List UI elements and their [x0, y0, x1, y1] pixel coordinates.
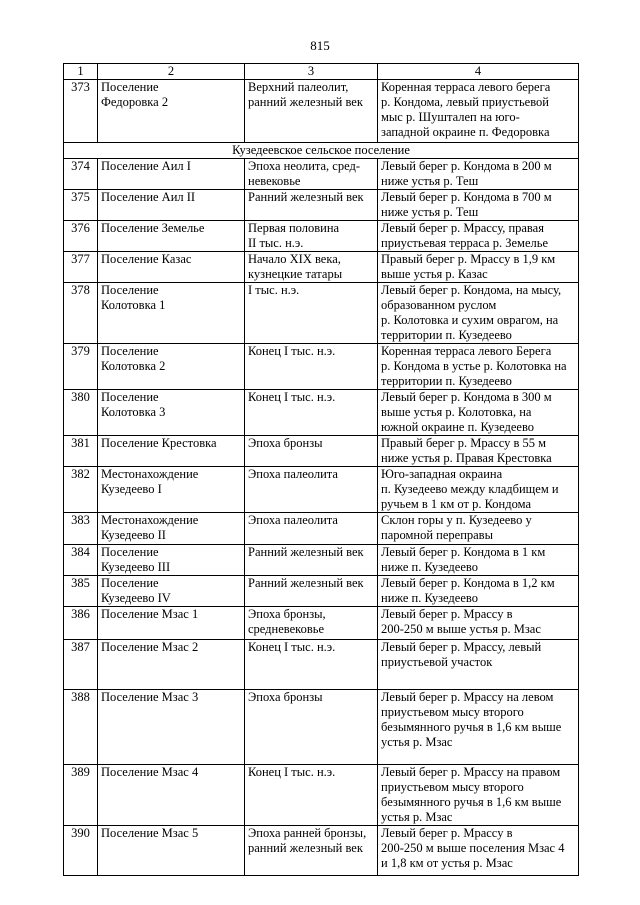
object-name-cell [98, 640, 245, 690]
name-line: Поселение Мзас 1 [101, 607, 199, 621]
location-cell [378, 826, 579, 876]
location-line: Левый берег р. Мрассу в [381, 607, 513, 621]
row-number: 385 [64, 576, 98, 607]
location-cell [378, 159, 579, 190]
row-number: 377 [64, 252, 98, 283]
period-line: Конец I тыс. н.э. [248, 640, 336, 654]
period-line: Верхний палеолит, [248, 80, 349, 94]
location-line: образованном руслом [381, 298, 497, 312]
period-line: средневековье [248, 622, 324, 636]
name-line: Колотовка 1 [101, 298, 166, 312]
row-number: 386 [64, 607, 98, 640]
location-line: ниже п. Кузедеево [381, 560, 478, 574]
table-row [64, 252, 579, 283]
dating-cell [245, 221, 378, 252]
row-number: 375 [64, 190, 98, 221]
period-line: Конец I тыс. н.э. [248, 390, 336, 404]
location-line: 200-250 м выше поселения Мзас 4 [381, 841, 565, 855]
location-line: приустьевая терраса р. Земелье [381, 236, 548, 250]
object-name-cell [98, 826, 245, 876]
row-number: 382 [64, 467, 98, 513]
page-number: 815 [310, 38, 330, 53]
column-header: 1 [64, 64, 98, 80]
object-name-cell [98, 344, 245, 390]
name-line: Кузедеево I [101, 482, 162, 496]
name-line: Поселение Мзас 4 [101, 765, 199, 779]
period-line: Начало XIX века, [248, 252, 341, 266]
period-line: Ранний железный век [248, 190, 364, 204]
name-line: Поселение Мзас 2 [101, 640, 199, 654]
location-line: ниже устья р. Теш [381, 205, 479, 219]
name-line: Поселение [101, 283, 159, 297]
row-number: 390 [64, 826, 98, 876]
location-line: Коренная терраса левого Берега [381, 344, 552, 358]
name-line: Поселение Мзас 5 [101, 826, 199, 840]
location-line: Левый берег р. Мрассу, левый [381, 640, 542, 654]
location-cell [378, 252, 579, 283]
table-row [64, 545, 579, 576]
location-line: Коренная терраса левого берега [381, 80, 551, 94]
location-line: 200-250 м выше устья р. Мзас [381, 622, 541, 636]
row-number: 381 [64, 436, 98, 467]
location-line: Юго-западная окраина [381, 467, 503, 481]
dating-cell [245, 765, 378, 826]
location-line: устья р. Мзас [381, 735, 453, 749]
table-body-top [64, 80, 579, 143]
object-name-cell [98, 390, 245, 436]
table-row [64, 576, 579, 607]
row-number: 374 [64, 159, 98, 190]
object-name-cell [98, 545, 245, 576]
object-name-cell [98, 80, 245, 143]
location-line: ниже устья р. Теш [381, 174, 479, 188]
location-cell [378, 436, 579, 467]
location-line: устья р. Мзас [381, 810, 453, 824]
location-line: Склон горы у п. Кузедеево у [381, 513, 532, 527]
object-name-cell [98, 436, 245, 467]
object-name-cell [98, 159, 245, 190]
name-line: Кузедеево IV [101, 591, 171, 605]
location-line: безымянного ручья в 1,6 км выше [381, 795, 562, 809]
period-line: Эпоха бронзы [248, 436, 323, 450]
row-number: 373 [64, 80, 98, 143]
row-number: 378 [64, 283, 98, 344]
row-number: 384 [64, 545, 98, 576]
location-line: Правый берег р. Мрассу в 55 м [381, 436, 547, 450]
location-line: Левый берег р. Кондома в 300 м [381, 390, 552, 404]
period-line: невековье [248, 174, 301, 188]
dating-cell [245, 513, 378, 545]
period-line: ранний железный век [248, 95, 363, 109]
name-line: Кузедеево II [101, 528, 166, 542]
location-cell [378, 221, 579, 252]
location-line: Левый берег р. Кондома в 1 км [381, 545, 546, 559]
table-row [64, 221, 579, 252]
location-line: р. Кондома, левый приустьевой [381, 95, 549, 109]
location-line: Левый берег р. Кондома в 200 м [381, 159, 552, 173]
table-row [64, 283, 579, 344]
location-line: выше устья р. Казас [381, 267, 488, 281]
table-row [64, 826, 579, 876]
name-line: Местонахождение [101, 467, 199, 481]
dating-cell [245, 576, 378, 607]
object-name-cell [98, 690, 245, 765]
dating-cell [245, 640, 378, 690]
location-cell [378, 513, 579, 545]
table-row [64, 190, 579, 221]
section-title: Кузедеевское сельское поселение [64, 143, 579, 159]
object-name-cell [98, 513, 245, 545]
dating-cell [245, 390, 378, 436]
location-line: ниже п. Кузедеево [381, 591, 478, 605]
period-line: Эпоха палеолита [248, 467, 338, 481]
object-name-cell [98, 576, 245, 607]
row-number: 388 [64, 690, 98, 765]
name-line: Колотовка 2 [101, 359, 166, 373]
name-line: Поселение [101, 576, 159, 590]
location-line: мыс р. Шушталеп на юго- [381, 110, 520, 124]
table-row [64, 467, 579, 513]
row-number: 389 [64, 765, 98, 826]
location-line: безымянного ручья в 1,6 км выше [381, 720, 562, 734]
dating-cell [245, 436, 378, 467]
dating-cell [245, 344, 378, 390]
period-line: Эпоха палеолита [248, 513, 338, 527]
table-row [64, 159, 579, 190]
location-cell [378, 283, 579, 344]
column-header: 3 [245, 64, 378, 80]
row-number: 380 [64, 390, 98, 436]
name-line: Поселение [101, 390, 159, 404]
period-line: Ранний железный век [248, 545, 364, 559]
location-line: Левый берег р. Кондома в 1,2 км [381, 576, 555, 590]
dating-cell [245, 80, 378, 143]
period-line: Первая половина [248, 221, 340, 235]
location-line: Левый берег р. Кондома в 700 м [381, 190, 552, 204]
dating-cell [245, 252, 378, 283]
location-cell [378, 576, 579, 607]
period-line: Ранний железный век [248, 576, 364, 590]
object-name-cell [98, 283, 245, 344]
name-line: Федоровка 2 [101, 95, 169, 109]
location-cell [378, 390, 579, 436]
table-row [64, 690, 579, 765]
name-line: Поселение Крестовка [101, 436, 217, 450]
name-line: Кузедеево III [101, 560, 171, 574]
table-row [64, 640, 579, 690]
location-line: выше устья р. Колотовка, на [381, 405, 532, 419]
table-row [64, 607, 579, 640]
period-line: Эпоха неолита, сред- [248, 159, 361, 173]
location-cell [378, 640, 579, 690]
location-line: территории п. Кузедеево [381, 374, 512, 388]
table-body [64, 159, 579, 876]
period-line: I тыс. н.э. [248, 283, 300, 297]
location-cell [378, 344, 579, 390]
dating-cell [245, 159, 378, 190]
column-header: 2 [98, 64, 245, 80]
name-line: Поселение [101, 344, 159, 358]
location-line: р. Кондома в устье р. Колотовка на [381, 359, 567, 373]
object-name-cell [98, 607, 245, 640]
name-line: Поселение Аил I [101, 159, 191, 173]
object-name-cell [98, 765, 245, 826]
location-cell [378, 765, 579, 826]
section-row [64, 143, 579, 159]
location-line: приустьевом мысу второго [381, 780, 524, 794]
location-cell [378, 607, 579, 640]
period-line: II тыс. н.э. [248, 236, 304, 250]
period-line: Эпоха бронзы, [248, 607, 326, 621]
location-line: территории п. Кузедеево [381, 328, 512, 342]
location-line: Правый берег р. Мрассу в 1,9 км [381, 252, 556, 266]
name-line: Поселение Земелье [101, 221, 205, 235]
row-number: 379 [64, 344, 98, 390]
location-cell [378, 467, 579, 513]
location-line: ниже устья р. Правая Крестовка [381, 451, 552, 465]
location-cell [378, 690, 579, 765]
table-row [64, 513, 579, 545]
dating-cell [245, 467, 378, 513]
name-line: Колотовка 3 [101, 405, 166, 419]
dating-cell [245, 826, 378, 876]
object-name-cell [98, 190, 245, 221]
row-number: 383 [64, 513, 98, 545]
table-row [64, 765, 579, 826]
object-name-cell [98, 221, 245, 252]
period-line: Конец I тыс. н.э. [248, 765, 336, 779]
row-number: 376 [64, 221, 98, 252]
table-row [64, 436, 579, 467]
row-number: 387 [64, 640, 98, 690]
location-line: южной окраине п. Кузедеево [381, 420, 535, 434]
dating-cell [245, 690, 378, 765]
table-row [64, 390, 579, 436]
name-line: Поселение [101, 80, 159, 94]
dating-cell [245, 607, 378, 640]
location-cell [378, 545, 579, 576]
location-line: р. Колотовка и сухим оврагом, на [381, 313, 559, 327]
location-line: п. Кузедеево между кладбищем и [381, 482, 559, 496]
location-line: приустьевой участок [381, 655, 493, 669]
location-line: Левый берег р. Мрассу на левом [381, 690, 554, 704]
name-line: Поселение [101, 545, 159, 559]
location-line: западной окраине п. Федоровка [381, 125, 550, 139]
dating-cell [245, 190, 378, 221]
location-line: Левый берег р. Мрассу на правом [381, 765, 561, 779]
dating-cell [245, 545, 378, 576]
period-line: Конец I тыс. н.э. [248, 344, 336, 358]
location-line: приустьевом мысу второго [381, 705, 524, 719]
location-line: Левый берег р. Мрассу в [381, 826, 513, 840]
dating-cell [245, 283, 378, 344]
location-line: Левый берег р. Мрассу, правая [381, 221, 544, 235]
name-line: Поселение Аил II [101, 190, 196, 204]
location-line: и 1,8 км от устья р. Мзас [381, 856, 513, 870]
name-line: Местонахождение [101, 513, 199, 527]
location-cell [378, 190, 579, 221]
period-line: ранний железный век [248, 841, 363, 855]
period-line: Эпоха ранней бронзы, [248, 826, 367, 840]
location-cell [378, 80, 579, 143]
period-line: кузнецкие татары [248, 267, 343, 281]
monuments-table [63, 63, 579, 876]
object-name-cell [98, 467, 245, 513]
location-line: паромной переправы [381, 528, 493, 542]
column-header: 4 [378, 64, 579, 80]
table-row [64, 80, 579, 143]
location-line: ручьем в 1 км от р. Кондома [381, 497, 531, 511]
location-line: Левый берег р. Кондома, на мысу, [381, 283, 562, 297]
column-header-row [64, 64, 579, 80]
name-line: Поселение Мзас 3 [101, 690, 199, 704]
name-line: Поселение Казас [101, 252, 192, 266]
period-line: Эпоха бронзы [248, 690, 323, 704]
object-name-cell [98, 252, 245, 283]
table-row [64, 344, 579, 390]
